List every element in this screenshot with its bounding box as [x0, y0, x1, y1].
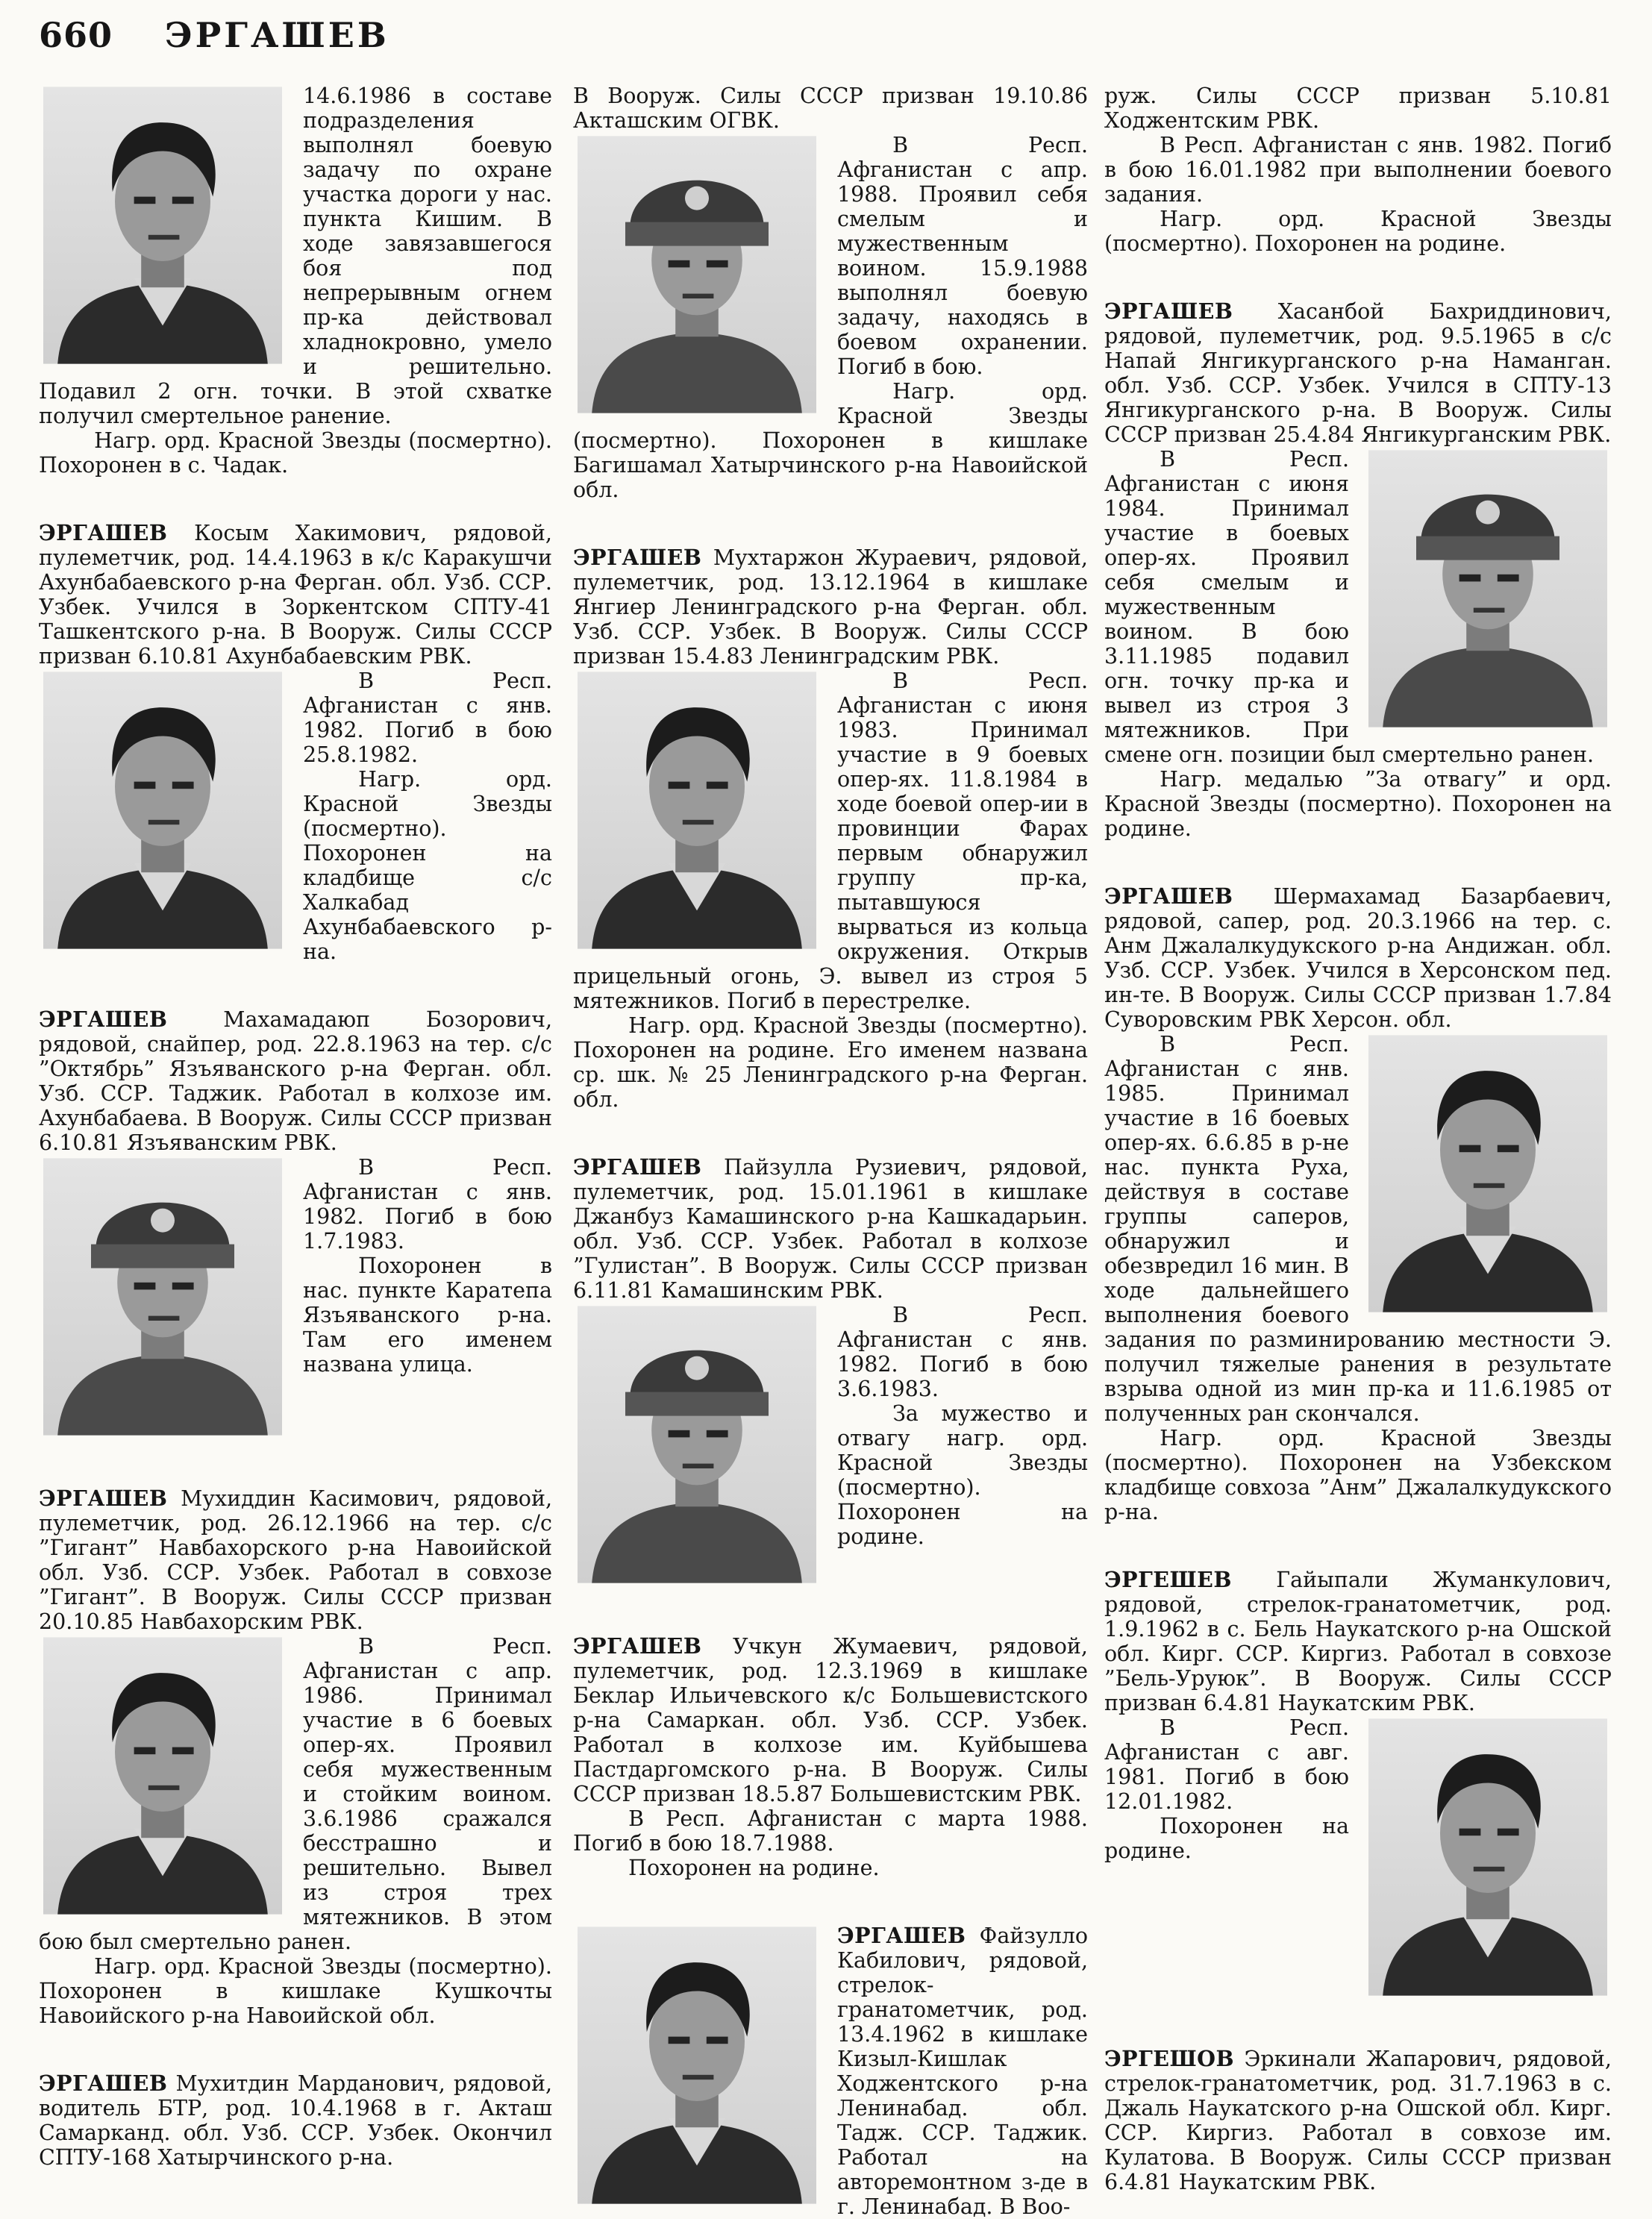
- award-text: Нагр. медалью ”За отвагу” и орд. Красной Звезды (посмертно). Похоронен на родине.: [1104, 767, 1612, 841]
- entry-3: [39, 1486, 552, 1634]
- award-text: Похоронен в нас. пункте Каратепа Язъяванского р-на. Там его именем названа улица.: [303, 1254, 552, 1377]
- entry-surname: ЭРГАШЕВ: [573, 545, 702, 570]
- award-text: За мужество и отвагу нагр. орд. Красной Звезды (посмертно). Похоронен на родине.: [837, 1401, 1088, 1549]
- afghanistan-text: В Респ. Афганистан с янв. 1982. Погиб в бою 25.8.1982.: [303, 669, 552, 767]
- entry-3: [1104, 1568, 1612, 1715]
- entry-1: [1104, 299, 1612, 447]
- entry-surname: ЭРГАШЕВ: [39, 1486, 168, 1511]
- entry-text: Эркинали Жапарович, рядовой, стрелок-гранатометчик, род. 31.7.1963 в с. Джаль Наукатского р-на Ошской обл. Кирг. ССР. Киргиз. Работал в совхозе им. Кулатова. В Вооруж. Силы СССР призван 6.4.81 Наукатским РВК.: [1104, 2047, 1612, 2194]
- entry-surname: ЭРГАШЕВ: [1104, 298, 1233, 324]
- award-text: Нагр. орд. Красной Звезды (посмертно). Похоронен в с. Чадак.: [39, 428, 552, 478]
- column-1: [39, 84, 553, 2170]
- portrait-photo: [578, 1927, 816, 2204]
- portrait-photo: [43, 1158, 282, 1436]
- entry-text: Косым Хакимович, рядовой, пулеметчик, род. 14.4.1963 в к/с Каракушчи Ахунбабаевского р-на Ферган. обл. Узб. ССР. Узбек. Учился в Зоркентском СПТУ-41 Ташкентского р-на. В Вооруж. Силы СССР призван 6.10.81 Ахунбабаевским РВК.: [39, 521, 552, 669]
- entry-text: Шермахамад Базарбаевич, рядовой, сапер, род. 20.3.1966 на тер. с. Анм Джалалкудукского р-на Андижан. обл. Узб. ССР. Узбек. Учился в Херсонском пед. ин-те. В Вооруж. Силы СССР призван 1.7.84 Суворовским РВК Херсон. обл.: [1104, 884, 1612, 1032]
- entry-text: Гайыпали Жуманкулович, рядовой, стрелок-гранатометчик, род. 1.9.1962 в с. Бель Наукатского р-на Ошской обл. Кирг. ССР. Киргиз. Работал в совхозе ”Бель-Уруюк”. В Вооруж. Силы СССР призван 6.4.81 Наукатским РВК.: [1104, 1568, 1612, 1715]
- entry-text: руж. Силы СССР призван 5.10.81 Ходжентским РВК.: [1104, 84, 1612, 133]
- afghanistan-text: В Респ. Афганистан с марта 1988. Погиб в бою 18.7.1988.: [573, 1806, 1088, 1856]
- page-header: [39, 15, 389, 67]
- afghanistan-text: В Респ. Афганистан с янв. 1982. Погиб в бою 1.7.1983.: [303, 1155, 552, 1254]
- entry-1: [39, 521, 552, 669]
- award-text: Нагр. орд. Красной Звезды (посмертно). Похоронен в кишлаке Багишамал Хатырчинского р-на Навоийской обл.: [573, 379, 1088, 502]
- page-number: 660: [39, 15, 113, 55]
- portrait-photo: [578, 1306, 816, 1583]
- portrait-photo: [1368, 1718, 1607, 1996]
- award-text: Нагр. орд. Красной Звезды (посмертно). Похоронен в кишлаке Кушкочты Навоийского р-на Навоийской обл.: [39, 1954, 552, 2028]
- entry-surname: ЭРГАШЕВ: [573, 1633, 702, 1659]
- entry-surname: ЭРГЕШЕВ: [1104, 1567, 1232, 1592]
- portrait-photo: [578, 136, 816, 413]
- portrait-photo: [578, 672, 816, 949]
- afghanistan-text: В Респ. Афганистан с янв. 1985. Принимал участие в 16 боевых опер-ях. 6.6.85 в р-не нас. пункта Руха, действуя в составе группы саперов, обнаружил и обезвредил 16 мин. В ходе дальнейшего выполнения боевого задания по разминированию местности Э. получил тяжелые ранения в результате взрыва одной из мин пр-ка и 11.6.1985 от полученных ран скончался.: [1104, 1032, 1612, 1426]
- portrait-photo: [1368, 450, 1607, 727]
- entry-surname: ЭРГАШЕВ: [837, 1923, 966, 1948]
- afghanistan-text: В Респ. Афганистан с июня 1984. Принимал участие в боевых опер-ях. Проявил себя смелым и мужественным воином. В бою 3.11.1985 подавил огн. точку пр-ка и вывел из строя 3 мятежников. При смене огн. позиции был смертельно ранен.: [1104, 447, 1595, 767]
- entry-surname: ЭРГАШЕВ: [1104, 883, 1233, 909]
- entry-text: В Вооруж. Силы СССР призван 19.10.86 Акташским ОГВК.: [573, 84, 1088, 133]
- entry-3: [573, 1634, 1088, 1806]
- afghanistan-text: В Респ. Афганистан с июня 1983. Принимал участие в 9 боевых опер-ях. 11.8.1984 в ходе боевой опер-ии в провинции Фарах первым обнаружил группу пр-ка, пытавшуюся вырваться из кольца окружения. Открыв прицельный огонь, Э. вывел из строя 5 мятежников. Погиб в перестрелке.: [573, 669, 1088, 1013]
- award-text: Нагр. орд. Красной Звезды (посмертно). Похоронен на родине.: [1104, 207, 1612, 256]
- entry-surname: ЭРГАШЕВ: [573, 1154, 702, 1180]
- entry-text: Пайзулла Рузиевич, рядовой, пулеметчик, род. 15.01.1961 в кишлаке Джанбуз Камашинского р-на Кашкадарьин. обл. Узб. ССР. Узбек. Работал в колхозе ”Гулистан”. В Вооруж. Силы СССР призван 6.11.81 Камашинским РВК.: [573, 1155, 1088, 1303]
- award-text: Похоронен на родине.: [1104, 1814, 1349, 1863]
- portrait-photo: [43, 672, 282, 949]
- portrait-photo: [1368, 1035, 1607, 1312]
- entry-surname: ЭРГАШЕВ: [39, 1007, 168, 1032]
- entry-text: Махамадаюп Бозорович, рядовой, снайпер, род. 22.8.1963 на тер. с/с ”Октябрь” Язъяванского р-на Ферган. обл. Узб. ССР. Таджик. Работал в колхозе им. Ахунбабаева. В Вооруж. Силы СССР призван 6.10.81 Язъяванским РВК.: [39, 1007, 552, 1155]
- award-text: Нагр. орд. Красной Звезды (посмертно). Похоронен на Узбекском кладбище совхоза ”Анм” Джалалкудукского р-на.: [1104, 1426, 1612, 1524]
- award-text: Нагр. орд. Красной Звезды (посмертно). Похоронен на родине. Его именем названа ср. шк. № 25 Ленинградского р-на Ферган. обл.: [573, 1013, 1088, 1112]
- column-2: [573, 84, 1088, 2219]
- entry-text: Мухитдин Марданович, рядовой, водитель БТР, род. 10.4.1968 в г. Акташ Самарканд. обл. Узб. ССР. Узбек. Окончил СПТУ-168 Хатырчинского р-на.: [39, 2071, 553, 2170]
- column-3: [1104, 84, 1612, 2194]
- entry-text: Мухиддин Касимович, рядовой, пулеметчик, род. 26.12.1966 на тер. с/с ”Гигант” Навбахорского р-на Навоийской обл. Узб. ССР. Узбек. Работал в совхозе ”Гигант”. В Вооруж. Силы СССР призван 20.10.85 Навбахорским РВК.: [39, 1486, 553, 1634]
- entry-text: 14.6.1986 в составе подразделения выполнял боевую задачу по охране участка дороги у нас. пункта Кишим. В ходе завязавшегося боя под непрерывным огнем пр-ка действовал хладнокровно, умело и решительно. Подавил 2 огн. точки. В этой схватке получил смертельное ранение.: [39, 84, 552, 428]
- entry-2: [1104, 884, 1612, 1032]
- afghanistan-text: В Респ. Афганистан с апр. 1986. Принимал участие в 6 боевых опер-ях. Проявил себя мужественным и стойким воином. 3.6.1986 сражался бесстрашно и решительно. Вывел из строя трех мятежников. В этом бою был смертельно ранен.: [39, 1634, 552, 1954]
- entry-2: [573, 1155, 1088, 1303]
- entry-surname: ЭРГАШЕВ: [39, 520, 168, 545]
- entry-text: Файзулло Кабилович, рядовой, стрелок-гранатометчик, род. 13.4.1962 в кишлаке Кизыл-Кишлак Ходжентского р-на Ленинабад. обл. Тадж. ССР. Таджик. Работал на авторемонтном з-де в г. Ленинабад. В Воо-: [837, 1924, 1088, 2219]
- entry-text: Хасанбой Бахриддинович, рядовой, пулеметчик, род. 9.5.1965 в с/с Напай Янгикурганского р-на Наманган. обл. Узб. ССР. Узбек. Учился в СПТУ-13 Янгикурганского р-на. В Вооруж. Силы СССР призван 25.4.84 Янгикурганским РВК.: [1104, 299, 1612, 447]
- afghanistan-text: В Респ. Афганистан с янв. 1982. Погиб в бою 16.01.1982 при выполнении боевого задания.: [1104, 133, 1612, 207]
- entry-text: Учкун Жумаевич, рядовой, пулеметчик, род. 12.3.1969 в кишлаке Беклар Ильичевского к/с Большевистского р-на Самаркан. обл. Узб. ССР. Узбек. Работал в колхозе им. Куйбышева Пастдаргомского р-на. В Вооруж. Силы СССР призван 18.5.87 Большевистским РВК.: [573, 1634, 1088, 1806]
- entry-4: [39, 2071, 552, 2170]
- entry-surname: ЭРГЕШОВ: [1104, 2046, 1235, 2071]
- award-text: Нагр. орд. Красной Звезды (посмертно). Похоронен на кладбище с/с Халкабад Ахунбабаевского р-на.: [303, 767, 552, 964]
- running-head: ЭРГАШЕВ: [165, 15, 389, 55]
- portrait-photo: [43, 87, 282, 364]
- entry-surname: ЭРГАШЕВ: [39, 2071, 168, 2096]
- entry-4: [1104, 2047, 1612, 2194]
- afghanistan-text: В Респ. Афганистан с янв. 1982. Погиб в бою 3.6.1983.: [837, 1303, 1088, 1401]
- portrait-photo: [43, 1637, 282, 1915]
- afghanistan-text: В Респ. Афганистан с авг. 1981. Погиб в бою 12.01.1982.: [1104, 1715, 1349, 1814]
- award-text: Похоронен на родине.: [628, 1856, 880, 1880]
- entry-text: Мухтаржон Жураевич, рядовой, пулеметчик, род. 13.12.1964 в кишлаке Янгиер Ленинградского р-на Ферган. обл. Узб. ССР. Узбек. В Вооруж. Силы СССР призван 15.4.83 Ленинградским РВК.: [573, 545, 1088, 669]
- afghanistan-text: В Респ. Афганистан с апр. 1988. Проявил себя смелым и мужественным воином. 15.9.1988 выполнял боевую задачу, находясь в боевом охранении. Погиб в бою.: [837, 133, 1088, 379]
- entry-1: [573, 545, 1088, 669]
- entry-2: [39, 1007, 552, 1155]
